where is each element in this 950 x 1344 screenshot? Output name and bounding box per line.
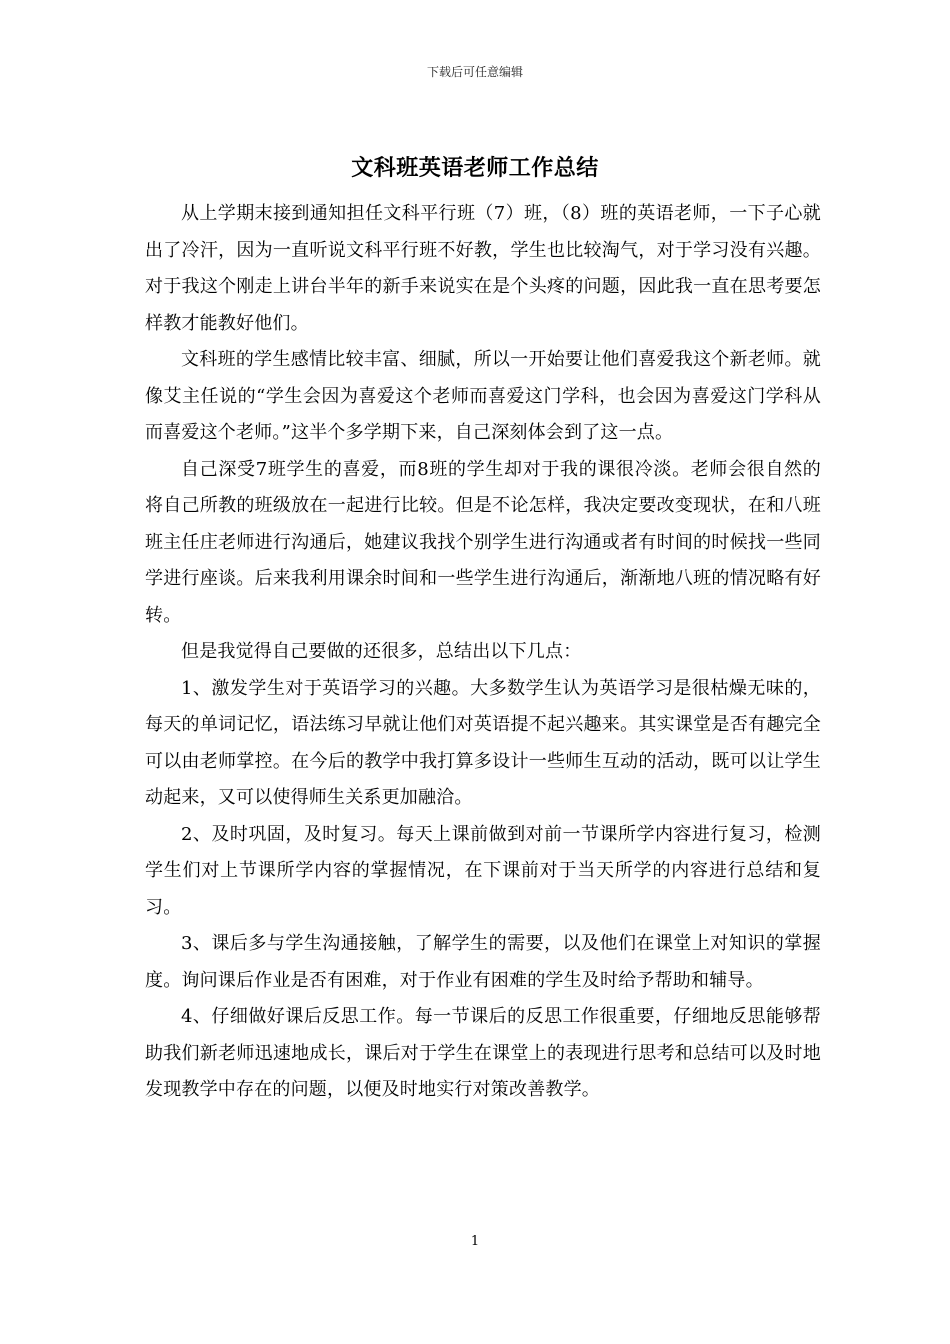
paragraph-student-emotion: 文科班的学生感情比较丰富、细腻，所以一开始要让他们喜爱我这个新老师。就像艾主任说的“学生会因为喜爱这个老师而喜爱这门学科，也会因为喜爱这门学科从而喜爱这个老师。”这半个多学期下来，自己深刻体会到了这一点。 xyxy=(145,349,821,443)
header-note: 下载后可任意编辑 xyxy=(426,65,523,79)
paragraph-point-4: 4、仔细做好课后反思工作。每一节课后的反思工作很重要，仔细地反思能够帮助我们新老师迅速地成长，课后对于学生在课堂上的表现进行思考和总结可以及时地发现教学中存在的问题，以便及时地实行对策改善教学。 xyxy=(145,1006,821,1100)
paragraph-summary-lead: 但是我觉得自己要做的还很多，总结出以下几点： xyxy=(181,641,582,662)
document-title: 文科班英语老师工作总结 xyxy=(351,155,599,181)
paragraph-point-3: 3、课后多与学生沟通接触，了解学生的需要，以及他们在课堂上对知识的掌握度。询问课后作业是否有困难，对于作业有困难的学生及时给予帮助和辅导。 xyxy=(145,933,821,991)
paragraph-intro: 从上学期末接到通知担任文科平行班（7）班，（8）班的英语老师，一下子心就出了冷汗，因为一直听说文科平行班不好教，学生也比较淘气，对于学习没有兴趣。对于我这个刚走上讲台半年的新手来说实在是个头疼的问题，因此我一直在思考要怎样教才能教好他们。 xyxy=(145,203,821,334)
document-body xyxy=(145,196,821,1109)
paragraph-class-comparison: 自己深受7班学生的喜爱，而8班的学生却对于我的课很冷淡。老师会很自然的将自己所教的班级放在一起进行比较。但是不论怎样，我决定要改变现状，在和八班班主任庄老师进行沟通后，她建议我找个别学生进行沟通或者有时间的时候找一些同学进行座谈。后来我利用课余时间和一些学生进行沟通后，渐渐地八班的情况略有好转。 xyxy=(145,458,821,626)
paragraph-point-1: 1、激发学生对于英语学习的兴趣。大多数学生认为英语学习是很枯燥无味的，每天的单词记忆，语法练习早就让他们对英语提不起兴趣来。其实课堂是否有趣完全可以由老师掌控。在今后的教学中我打算多设计一些师生互动的活动，既可以让学生动起来，又可以使得师生关系更加融洽。 xyxy=(145,677,821,808)
paragraph-point-2: 2、及时巩固，及时复习。每天上课前做到对前一节课所学内容进行复习，检测学生们对上节课所学内容的掌握情况，在下课前对于当天所学的内容进行总结和复习。 xyxy=(145,823,821,918)
page-number: 1 xyxy=(470,1234,480,1249)
